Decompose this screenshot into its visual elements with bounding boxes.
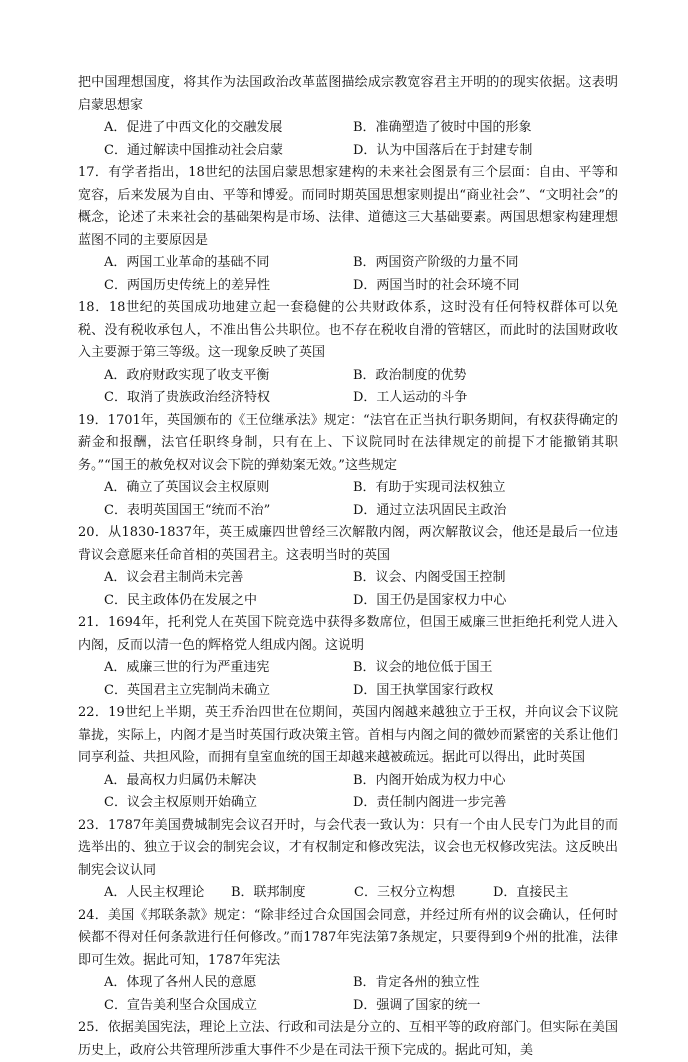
option-d[interactable]: D．两国当时的社会环境不同: [353, 277, 520, 293]
question-18-stem: 18．18世纪的英国成功地建立起一套稳健的公共财政体系，这时没有任何特权群体可以免税、没有税收承包人，不准出售公共职位。也不存在税收自滑的管辖区，而此时的法国财政收入主要源于第三等级。这一现象反映了英国: [78, 300, 618, 360]
option-a[interactable]: A．两国工业革命的基础不同: [104, 255, 270, 270]
option-d[interactable]: D．直接民主: [493, 885, 569, 900]
question-17-stem: 17．有学者指出，18世纪的法国启蒙思想家建构的未来社会图景有三个层面：自由、平等和宽容，后来发展为自由、平等和博爱。而同时期英国思想家则提出“商业社会”、“文明社会”的概念，论述了未来社会的基础架构是市场、法律、道德这三大基础要素。两国思想家构建理想蓝图不同的主要原因是: [78, 165, 618, 248]
question-21-stem: 21．1694年，托利党人在英国下院竞选中获得多数席位，但国王威廉三世拒绝托利党人进入内阁，反而以清一色的辉格党人组成内阁。这说明: [78, 615, 618, 653]
question-24-options: [78, 972, 618, 1017]
question-16-stem-tail: 把中国理想国度，将其作为法国政治改革蓝图描绘成宗教宽容君主开明的的现实依据。这表明启蒙思想家: [78, 75, 618, 113]
question-16-options: [78, 117, 618, 162]
exam-page: [78, 72, 618, 1062]
option-c[interactable]: C．表明英国国王“统而不治”: [104, 502, 271, 518]
option-d[interactable]: D．工人运动的斗争: [353, 390, 468, 405]
question-22-options: [78, 770, 618, 815]
option-a[interactable]: A．威廉三世的行为严重违宪: [104, 660, 270, 675]
option-c[interactable]: C．取消了贵族政治经济特权: [104, 390, 270, 405]
question-18-options: [78, 365, 618, 410]
option-c[interactable]: C．议会主权原则开始确立: [104, 795, 257, 810]
option-b[interactable]: B．准确塑造了彼时中国的形象: [353, 120, 532, 135]
option-c[interactable]: C．通过解读中国推动社会启蒙: [104, 142, 283, 158]
option-a[interactable]: A．最高权力归属仍未解决: [104, 772, 257, 788]
option-d[interactable]: D．国王执掌国家行政权: [353, 682, 494, 698]
option-b[interactable]: B．两国资产阶级的力量不同: [353, 255, 519, 270]
question-23-stem: 23．1787年美国费城制宪会议召开时，与会代表一致认为：只有一个由人民专门为此目的而选举出的、独立于议会的制宪会议，才有权制定和修改宪法，议会也无权修改宪法。这反映出制宪会议认同: [78, 817, 618, 878]
option-b[interactable]: B．肯定各州的独立性: [353, 975, 480, 990]
option-b[interactable]: B．有助于实现司法权独立: [353, 480, 506, 495]
question-17-options: [78, 252, 618, 297]
option-c[interactable]: C．宣告美利坚合众国成立: [104, 997, 257, 1013]
option-a[interactable]: A．确立了英国议会主权原则: [104, 480, 270, 495]
option-a[interactable]: A．促进了中西文化的交融发展: [104, 120, 283, 135]
option-d[interactable]: D．通过立法巩固民主政治: [353, 502, 507, 518]
option-b[interactable]: B．联邦制度: [231, 885, 306, 900]
question-25-stem: 25．依据美国宪法，理论上立法、行政和司法是分立的、互相平等的政府部门。但实际在美国历史上，政府公共管理所涉重大事件不少是在司法干预下完成的。据此可知，美: [78, 1020, 618, 1058]
question-24-stem: 24．美国《邦联条款》规定：“除非经过合众国国会同意，并经过所有州的议会确认，任何时候都不得对任何条款进行任何修改。”而1787年宪法第7条规定，只要得到9个州的批准，法律即可生效。据此可知，1787年宪法: [78, 907, 618, 968]
question-23-options: [78, 882, 618, 905]
question-20-options: [78, 567, 618, 612]
question-22-stem: 22．19世纪上半期，英王乔治四世在位期间，英国内阁越来越独立于王权，并向议会下议院靠拢，实际上，内阁才是当时英国行政决策主管。首相与内阁之间的微妙而紧密的关系让他们同享利益、共担风险，而拥有皇室血统的国王却越来越被疏远。据此可以得出，此时英国: [78, 705, 618, 765]
option-a[interactable]: A．政府财政实现了收支平衡: [104, 367, 270, 383]
option-d[interactable]: D．责任制内阁进一步完善: [353, 795, 507, 810]
option-a[interactable]: A．议会君主制尚未完善: [104, 570, 244, 585]
question-21-options: [78, 657, 618, 702]
option-c[interactable]: C．三权分立构想: [354, 885, 455, 900]
option-b[interactable]: B．政治制度的优势: [353, 367, 467, 383]
question-19-stem: 19．1701年，英国颁布的《王位继承法》规定：“法官在正当执行职务期间，有权获得确定的薪金和报酬，法官任职终身制，只有在上、下议院同时在法律规定的前提下才能撤销其职务。”“国王的赦免权对议会下院的弹劾案无效。”这些规定: [78, 412, 618, 473]
option-c[interactable]: C．英国君主立宪制尚未确立: [104, 682, 270, 698]
question-20-stem: 20．从1830-1837年，英王威廉四世曾经三次解散内阁，两次解散议会，他还是最后一位违背议会意愿来任命首相的英国君主。这表明当时的英国: [78, 525, 618, 563]
option-d[interactable]: D．强调了国家的统一: [353, 997, 481, 1013]
option-a[interactable]: A．人民主权理论: [104, 885, 205, 900]
option-b[interactable]: B．内阁开始成为权力中心: [353, 772, 506, 788]
option-b[interactable]: B．议会、内阁受国王控制: [353, 570, 506, 585]
option-c[interactable]: C．民主政体仍在发展之中: [104, 592, 257, 608]
option-d[interactable]: D．国王仍是国家权力中心: [353, 592, 507, 608]
question-19-options: [78, 477, 618, 522]
option-d[interactable]: D．认为中国落后在于封建专制: [353, 142, 533, 158]
option-c[interactable]: C．两国历史传统上的差异性: [104, 277, 270, 293]
option-b[interactable]: B．议会的地位低于国王: [353, 660, 493, 675]
option-a[interactable]: A．体现了各州人民的意愿: [104, 975, 257, 990]
